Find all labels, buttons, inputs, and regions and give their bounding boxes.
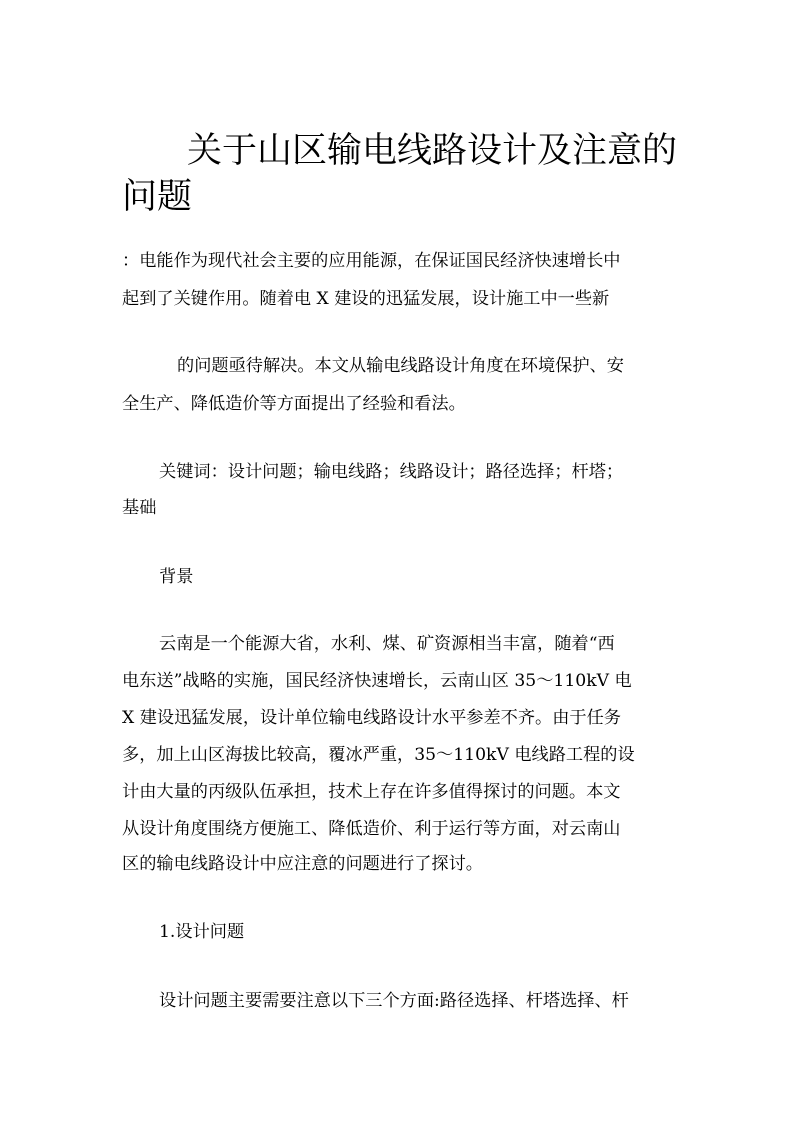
document-title (122, 128, 692, 220)
background-line-4: 多，加上山区海拔比较高，覆冰严重，35～110kV 电线路工程的设 (122, 745, 635, 765)
title-line-2: 问题 (122, 177, 193, 217)
background-line-5: 计由大量的丙级队伍承担，技术上存在许多值得探讨的问题。本文 (122, 782, 621, 802)
section-1-line-1: 设计问题主要需要注意以下三个方面:路径选择、杆塔选择、杆 (159, 991, 629, 1011)
background-line-2: 电东送”战略的实施，国民经济快速增长，云南山区 35～110kV 电 (122, 671, 632, 691)
keywords-line-2: 基础 (122, 498, 157, 518)
abstract-line-2: 起到了关键作用。随着电 X 建设的迅猛发展，设计施工中一些新 (122, 289, 610, 309)
background-line-1: 云南是一个能源大省，水利、煤、矿资源相当丰富，随着“西 (159, 634, 615, 654)
background-line-3: X 建设迅猛发展，设计单位输电线路设计水平参差不齐。由于任务 (122, 708, 621, 728)
keywords-line-1: 关键词：设计问题；输电线路；线路设计；路径选择；杆塔； (159, 462, 624, 482)
abstract-line-1: ：电能作为现代社会主要的应用能源，在保证国民经济快速增长中 (122, 251, 621, 271)
abstract-line-3: 的问题亟待解决。本文从输电线路设计角度在环境保护、安 (177, 356, 624, 376)
abstract-line-4: 全生产、降低造价等方面提出了经验和看法。 (122, 394, 466, 414)
background-line-6: 从设计角度围绕方便施工、降低造价、利于运行等方面，对云南山 (122, 819, 621, 839)
section-1-heading: 1.设计问题 (159, 922, 245, 942)
background-line-7: 区的输电线路设计中应注意的问题进行了探讨。 (122, 854, 483, 874)
background-heading: 背景 (159, 567, 194, 587)
title-line-1: 关于山区输电线路设计及注意的 (187, 131, 678, 171)
